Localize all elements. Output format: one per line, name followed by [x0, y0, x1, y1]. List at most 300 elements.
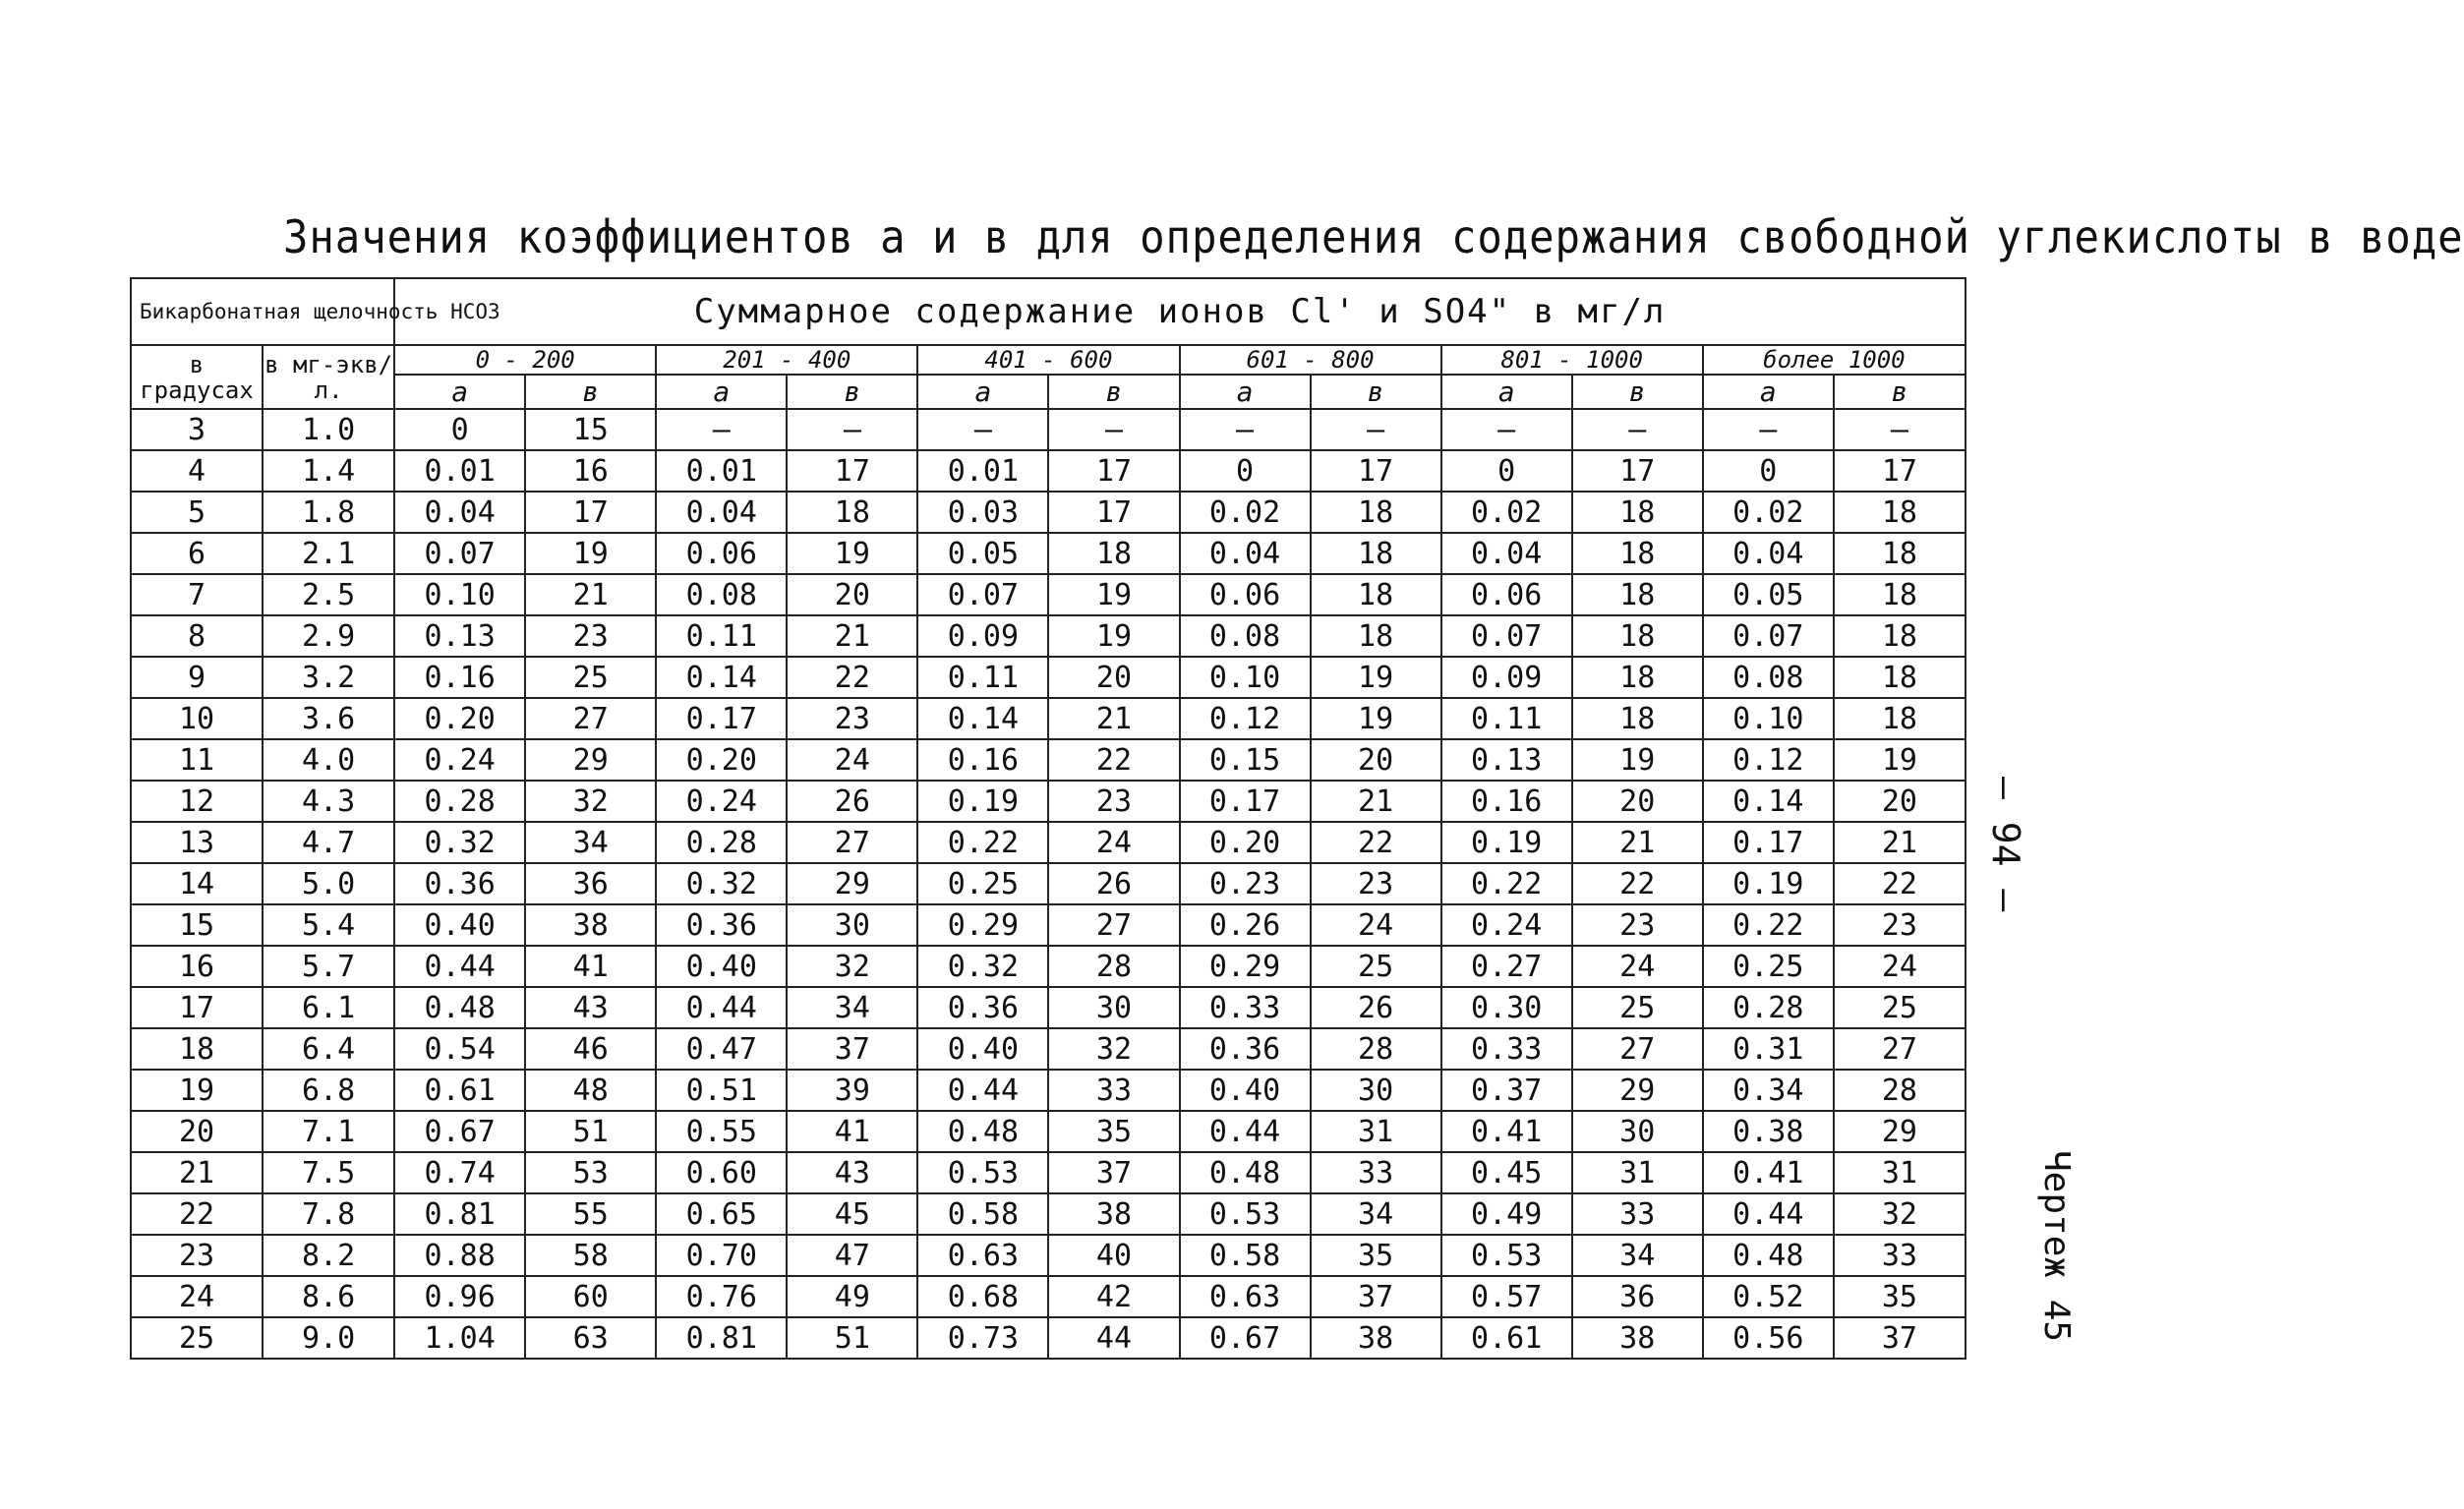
table-cell: 9 — [131, 657, 263, 698]
group-header: 801 - 1000 — [1441, 345, 1703, 375]
table-cell: 0.14 — [1703, 781, 1834, 822]
table-cell: 4.3 — [263, 781, 394, 822]
table-cell: 0.15 — [1180, 739, 1311, 781]
table-cell: – — [1311, 409, 1441, 450]
table-cell: 24 — [1311, 904, 1441, 946]
table-cell: 0.34 — [1703, 1070, 1834, 1111]
table-cell: 0.58 — [1180, 1235, 1311, 1276]
table-cell: 63 — [525, 1317, 656, 1359]
table-cell: 0.81 — [394, 1193, 525, 1235]
table-cell: 0.04 — [1180, 533, 1311, 574]
table-cell: 0.25 — [1703, 946, 1834, 987]
table-cell: 21 — [787, 615, 917, 657]
table-cell: 4.0 — [263, 739, 394, 781]
table-row — [131, 946, 1965, 987]
table-cell: 22 — [1572, 863, 1703, 904]
table-cell: 1.8 — [263, 492, 394, 533]
table-cell: 48 — [525, 1070, 656, 1111]
table-cell: 6.4 — [263, 1028, 394, 1070]
table-cell: 24 — [1572, 946, 1703, 987]
table-cell: 36 — [525, 863, 656, 904]
table-cell: 8 — [131, 615, 263, 657]
table-cell: 0.19 — [917, 781, 1048, 822]
table-cell: 20 — [131, 1111, 263, 1152]
b-label: в — [1311, 375, 1441, 409]
table-cell: 0.22 — [917, 822, 1048, 863]
table-row — [131, 1276, 1965, 1317]
table-cell: 40 — [1048, 1235, 1179, 1276]
table-cell: 17 — [1311, 450, 1441, 492]
col-mg-header: в мг-экв/л. — [263, 345, 394, 409]
a-label: a — [1703, 375, 1834, 409]
table-cell: 18 — [1834, 492, 1965, 533]
table-cell: 0.05 — [917, 533, 1048, 574]
table-cell: 0.32 — [394, 822, 525, 863]
table-cell: 0.23 — [1180, 863, 1311, 904]
table-cell: 0.01 — [917, 450, 1048, 492]
table-cell: 22 — [787, 657, 917, 698]
table-cell: 0 — [394, 409, 525, 450]
table-cell: 43 — [525, 987, 656, 1028]
table-cell: 27 — [1048, 904, 1179, 946]
table-cell: 30 — [787, 904, 917, 946]
table-cell: 0.24 — [1441, 904, 1572, 946]
table-cell: 0.74 — [394, 1152, 525, 1193]
table-cell: 0.29 — [1180, 946, 1311, 987]
table-row — [131, 574, 1965, 615]
table-cell: 22 — [1311, 822, 1441, 863]
table-cell: – — [1572, 409, 1703, 450]
table-row — [131, 657, 1965, 698]
table-cell: 0.36 — [1180, 1028, 1311, 1070]
table-cell: 55 — [525, 1193, 656, 1235]
table-cell: 0.09 — [917, 615, 1048, 657]
table-cell: 0.04 — [656, 492, 787, 533]
table-cell: 0.17 — [1180, 781, 1311, 822]
table-cell: 0.53 — [917, 1152, 1048, 1193]
table-cell: 47 — [787, 1235, 917, 1276]
table-cell: 3 — [131, 409, 263, 450]
table-cell: 0.03 — [917, 492, 1048, 533]
table-cell: – — [1180, 409, 1311, 450]
table-cell: 28 — [1048, 946, 1179, 987]
table-cell: 28 — [1834, 1070, 1965, 1111]
b-label: в — [1834, 375, 1965, 409]
table-row — [131, 1193, 1965, 1235]
table-cell: 18 — [1572, 615, 1703, 657]
table-row — [131, 822, 1965, 863]
table-cell: 18 — [1572, 657, 1703, 698]
table-cell: – — [917, 409, 1048, 450]
table-cell: 18 — [1834, 698, 1965, 739]
table-row — [131, 739, 1965, 781]
table-cell: 0.07 — [1441, 615, 1572, 657]
table-cell: 18 — [1048, 533, 1179, 574]
table-cell: 58 — [525, 1235, 656, 1276]
table-cell: 19 — [1834, 739, 1965, 781]
table-cell: 0.32 — [917, 946, 1048, 987]
table-cell: 0.48 — [394, 987, 525, 1028]
table-cell: 0.54 — [394, 1028, 525, 1070]
table-cell: 36 — [1572, 1276, 1703, 1317]
table-cell: 0.67 — [1180, 1317, 1311, 1359]
group-header: 401 - 600 — [917, 345, 1179, 375]
table-cell: 0.10 — [394, 574, 525, 615]
table-cell: 0.10 — [1180, 657, 1311, 698]
table-cell: 42 — [1048, 1276, 1179, 1317]
table-cell: 0.51 — [656, 1070, 787, 1111]
a-label: a — [917, 375, 1048, 409]
table-cell: 5.7 — [263, 946, 394, 987]
table-row — [131, 698, 1965, 739]
table-cell: 3.6 — [263, 698, 394, 739]
table-cell: 27 — [1834, 1028, 1965, 1070]
table-cell: 1.04 — [394, 1317, 525, 1359]
table-cell: 31 — [1311, 1111, 1441, 1152]
table-cell: 19 — [1048, 615, 1179, 657]
table-cell: 1.4 — [263, 450, 394, 492]
table-cell: 24 — [787, 739, 917, 781]
a-label: a — [1180, 375, 1311, 409]
table-cell: 24 — [131, 1276, 263, 1317]
table-cell: 5 — [131, 492, 263, 533]
group-header: 201 - 400 — [656, 345, 917, 375]
table-cell: 0.49 — [1441, 1193, 1572, 1235]
table-cell: 49 — [787, 1276, 917, 1317]
table-body — [131, 409, 1965, 1359]
table-cell: 7.5 — [263, 1152, 394, 1193]
table-cell: 5.4 — [263, 904, 394, 946]
table-cell: 19 — [787, 533, 917, 574]
table-cell: 0.27 — [1441, 946, 1572, 987]
table-cell: 23 — [131, 1235, 263, 1276]
table-cell: 0 — [1441, 450, 1572, 492]
table-cell: 28 — [1311, 1028, 1441, 1070]
table-cell: 14 — [131, 863, 263, 904]
alkalinity-header: Бикарбонатная щелочность HCO3 — [131, 278, 394, 345]
table-cell: 0.08 — [656, 574, 787, 615]
table-cell: 0.88 — [394, 1235, 525, 1276]
table-cell: 20 — [1572, 781, 1703, 822]
table-cell: 0.19 — [1441, 822, 1572, 863]
table-cell: 25 — [525, 657, 656, 698]
table-cell: 35 — [1834, 1276, 1965, 1317]
table-cell: 0.29 — [917, 904, 1048, 946]
table-cell: 18 — [787, 492, 917, 533]
table-cell: 26 — [787, 781, 917, 822]
table-cell: – — [787, 409, 917, 450]
b-label: в — [525, 375, 656, 409]
table-cell: 27 — [1572, 1028, 1703, 1070]
group-header: 0 - 200 — [394, 345, 656, 375]
table-cell: 18 — [1311, 533, 1441, 574]
table-cell: 0.47 — [656, 1028, 787, 1070]
table-cell: 46 — [525, 1028, 656, 1070]
table-cell: 38 — [1572, 1317, 1703, 1359]
coefficient-table — [130, 277, 1966, 1360]
table-cell: 0.44 — [656, 987, 787, 1028]
table-cell: 0.96 — [394, 1276, 525, 1317]
table-cell: 0.68 — [917, 1276, 1048, 1317]
table-cell: 7.1 — [263, 1111, 394, 1152]
table-cell: 6 — [131, 533, 263, 574]
table-cell: 0 — [1180, 450, 1311, 492]
table-row — [131, 1111, 1965, 1152]
table-cell: 0 — [1703, 450, 1834, 492]
page-title: Значения коэффициентов a и в для определения содержания свободной углекислоты в воде — [283, 210, 2464, 263]
table-cell: 21 — [1048, 698, 1179, 739]
table-cell: 0.02 — [1441, 492, 1572, 533]
table-cell: 27 — [787, 822, 917, 863]
table-cell: 35 — [1048, 1111, 1179, 1152]
table-cell: 0.12 — [1703, 739, 1834, 781]
table-cell: 51 — [525, 1111, 656, 1152]
table-cell: 0.61 — [1441, 1317, 1572, 1359]
table-cell: 25 — [1834, 987, 1965, 1028]
table-cell: 0.13 — [394, 615, 525, 657]
table-cell: 5.0 — [263, 863, 394, 904]
table-cell: 18 — [1834, 657, 1965, 698]
table-cell: 0.14 — [917, 698, 1048, 739]
table-cell: 44 — [1048, 1317, 1179, 1359]
table-cell: 1.0 — [263, 409, 394, 450]
b-label: в — [787, 375, 917, 409]
table-cell: 0.11 — [1441, 698, 1572, 739]
table-cell: 31 — [1834, 1152, 1965, 1193]
table-row — [131, 1070, 1965, 1111]
table-cell: 34 — [787, 987, 917, 1028]
group-header: более 1000 — [1703, 345, 1965, 375]
table-cell: 33 — [1311, 1152, 1441, 1193]
table-cell: 0.33 — [1180, 987, 1311, 1028]
table-cell: 0.55 — [656, 1111, 787, 1152]
table-cell: 19 — [131, 1070, 263, 1111]
table-cell: 21 — [525, 574, 656, 615]
table-cell: 17 — [1048, 492, 1179, 533]
table-cell: 16 — [131, 946, 263, 987]
table-cell: 29 — [787, 863, 917, 904]
table-cell: 18 — [1834, 615, 1965, 657]
table-cell: 0.58 — [917, 1193, 1048, 1235]
table-cell: 11 — [131, 739, 263, 781]
table-cell: 37 — [787, 1028, 917, 1070]
table-cell: 15 — [525, 409, 656, 450]
table-cell: 32 — [525, 781, 656, 822]
table-cell: 18 — [1572, 533, 1703, 574]
table-cell: 23 — [787, 698, 917, 739]
table-cell: 18 — [1834, 533, 1965, 574]
table-row — [131, 615, 1965, 657]
table-cell: 33 — [1834, 1235, 1965, 1276]
table-cell: 0.70 — [656, 1235, 787, 1276]
page-number: – 94 – — [1984, 777, 2027, 912]
table-cell: 23 — [1834, 904, 1965, 946]
table-cell: 10 — [131, 698, 263, 739]
table-cell: 0.41 — [1703, 1152, 1834, 1193]
table-cell: 8.2 — [263, 1235, 394, 1276]
table-cell: 18 — [1572, 492, 1703, 533]
table-cell: 0.26 — [1180, 904, 1311, 946]
table-cell: 15 — [131, 904, 263, 946]
table-cell: 19 — [1048, 574, 1179, 615]
table-cell: 0.14 — [656, 657, 787, 698]
table-cell: 19 — [1311, 657, 1441, 698]
table-cell: 0.16 — [917, 739, 1048, 781]
table-cell: 18 — [1834, 574, 1965, 615]
table-cell: 20 — [1048, 657, 1179, 698]
table-cell: 0.60 — [656, 1152, 787, 1193]
table-cell: 0.08 — [1703, 657, 1834, 698]
table-cell: 0.06 — [1441, 574, 1572, 615]
table-cell: 18 — [1572, 698, 1703, 739]
table-cell: 0.10 — [1703, 698, 1834, 739]
table-cell: 22 — [131, 1193, 263, 1235]
table-cell: 17 — [525, 492, 656, 533]
table-cell: 17 — [1834, 450, 1965, 492]
table-cell: 0.31 — [1703, 1028, 1834, 1070]
table-cell: 23 — [1048, 781, 1179, 822]
table-cell: 33 — [1572, 1193, 1703, 1235]
table-cell: 0.22 — [1441, 863, 1572, 904]
table-cell: 34 — [1311, 1193, 1441, 1235]
table-cell: 21 — [1834, 822, 1965, 863]
table-cell: 37 — [1048, 1152, 1179, 1193]
table-cell: 25 — [131, 1317, 263, 1359]
table-cell: 26 — [1048, 863, 1179, 904]
table-cell: 43 — [787, 1152, 917, 1193]
table-cell: 18 — [1311, 615, 1441, 657]
table-cell: 0.04 — [1703, 533, 1834, 574]
table-cell: 25 — [1572, 987, 1703, 1028]
b-label: в — [1048, 375, 1179, 409]
table-cell: 0.20 — [656, 739, 787, 781]
table-cell: 19 — [525, 533, 656, 574]
table-cell: – — [656, 409, 787, 450]
table-cell: 7 — [131, 574, 263, 615]
table-cell: 31 — [1572, 1152, 1703, 1193]
table-cell: 0.02 — [1703, 492, 1834, 533]
table-cell: 7.8 — [263, 1193, 394, 1235]
table-row — [131, 1317, 1965, 1359]
table-cell: 8.6 — [263, 1276, 394, 1317]
table-row — [131, 1028, 1965, 1070]
table-cell: 0.24 — [394, 739, 525, 781]
table-cell: 25 — [1311, 946, 1441, 987]
a-label: a — [656, 375, 787, 409]
table-cell: 0.16 — [1441, 781, 1572, 822]
table-row — [131, 409, 1965, 450]
table-cell: – — [1834, 409, 1965, 450]
table-cell: 0.28 — [394, 781, 525, 822]
table-cell: 0.07 — [917, 574, 1048, 615]
table-cell: 0.61 — [394, 1070, 525, 1111]
table-cell: 20 — [1311, 739, 1441, 781]
coefficient-table-container — [130, 277, 1966, 1359]
table-cell: 0.33 — [1441, 1028, 1572, 1070]
table-cell: 6.8 — [263, 1070, 394, 1111]
table-cell: 41 — [525, 946, 656, 987]
table-cell: 0.40 — [1180, 1070, 1311, 1111]
table-row — [131, 492, 1965, 533]
table-cell: 23 — [1572, 904, 1703, 946]
table-cell: 30 — [1311, 1070, 1441, 1111]
table-cell: 29 — [1834, 1111, 1965, 1152]
table-cell: 23 — [525, 615, 656, 657]
table-cell: 0.36 — [656, 904, 787, 946]
table-cell: 0.17 — [656, 698, 787, 739]
table-cell: 0.73 — [917, 1317, 1048, 1359]
table-cell: 0.12 — [1180, 698, 1311, 739]
table-cell: 0.81 — [656, 1317, 787, 1359]
table-cell: 0.48 — [1703, 1235, 1834, 1276]
col-degrees-header: в градусах — [131, 345, 263, 409]
table-cell: 2.1 — [263, 533, 394, 574]
table-cell: 30 — [1048, 987, 1179, 1028]
group-header: 601 - 800 — [1180, 345, 1441, 375]
table-cell: 0.40 — [656, 946, 787, 987]
table-cell: 17 — [131, 987, 263, 1028]
table-cell: 12 — [131, 781, 263, 822]
table-cell: 29 — [525, 739, 656, 781]
table-cell: 21 — [131, 1152, 263, 1193]
table-cell: 0.20 — [394, 698, 525, 739]
table-cell: 32 — [787, 946, 917, 987]
table-cell: 0.07 — [1703, 615, 1834, 657]
table-cell: 0.01 — [656, 450, 787, 492]
table-cell: 2.9 — [263, 615, 394, 657]
table-row — [131, 987, 1965, 1028]
table-cell: 0.44 — [917, 1070, 1048, 1111]
table-cell: 19 — [1311, 698, 1441, 739]
table-cell: 21 — [1572, 822, 1703, 863]
table-row — [131, 904, 1965, 946]
table-row — [131, 781, 1965, 822]
table-cell: 34 — [1572, 1235, 1703, 1276]
table-cell: 29 — [1572, 1070, 1703, 1111]
table-cell: 0.28 — [656, 822, 787, 863]
table-cell: 0.63 — [1180, 1276, 1311, 1317]
table-cell: 4.7 — [263, 822, 394, 863]
table-cell: 17 — [787, 450, 917, 492]
drawing-label: Чертеж 45 — [2036, 1150, 2077, 1343]
table-cell: 27 — [525, 698, 656, 739]
table-cell: 0.30 — [1441, 987, 1572, 1028]
table-cell: 18 — [1572, 574, 1703, 615]
table-cell: 0.19 — [1703, 863, 1834, 904]
table-cell: 0.38 — [1703, 1111, 1834, 1152]
table-cell: 0.01 — [394, 450, 525, 492]
table-cell: 39 — [787, 1070, 917, 1111]
table-cell: 0.06 — [1180, 574, 1311, 615]
table-cell: 38 — [1048, 1193, 1179, 1235]
table-cell: 13 — [131, 822, 263, 863]
b-label: в — [1572, 375, 1703, 409]
table-cell: 0.25 — [917, 863, 1048, 904]
table-cell: 21 — [1311, 781, 1441, 822]
table-cell: 0.04 — [394, 492, 525, 533]
table-cell: 20 — [787, 574, 917, 615]
table-cell: 35 — [1311, 1235, 1441, 1276]
table-cell: 0.04 — [1441, 533, 1572, 574]
table-cell: 0.20 — [1180, 822, 1311, 863]
table-cell: 0.76 — [656, 1276, 787, 1317]
table-cell: 0.17 — [1703, 822, 1834, 863]
table-cell: 0.53 — [1441, 1235, 1572, 1276]
table-cell: 0.44 — [1180, 1111, 1311, 1152]
table-cell: 38 — [1311, 1317, 1441, 1359]
table-cell: 53 — [525, 1152, 656, 1193]
table-cell: 26 — [1311, 987, 1441, 1028]
